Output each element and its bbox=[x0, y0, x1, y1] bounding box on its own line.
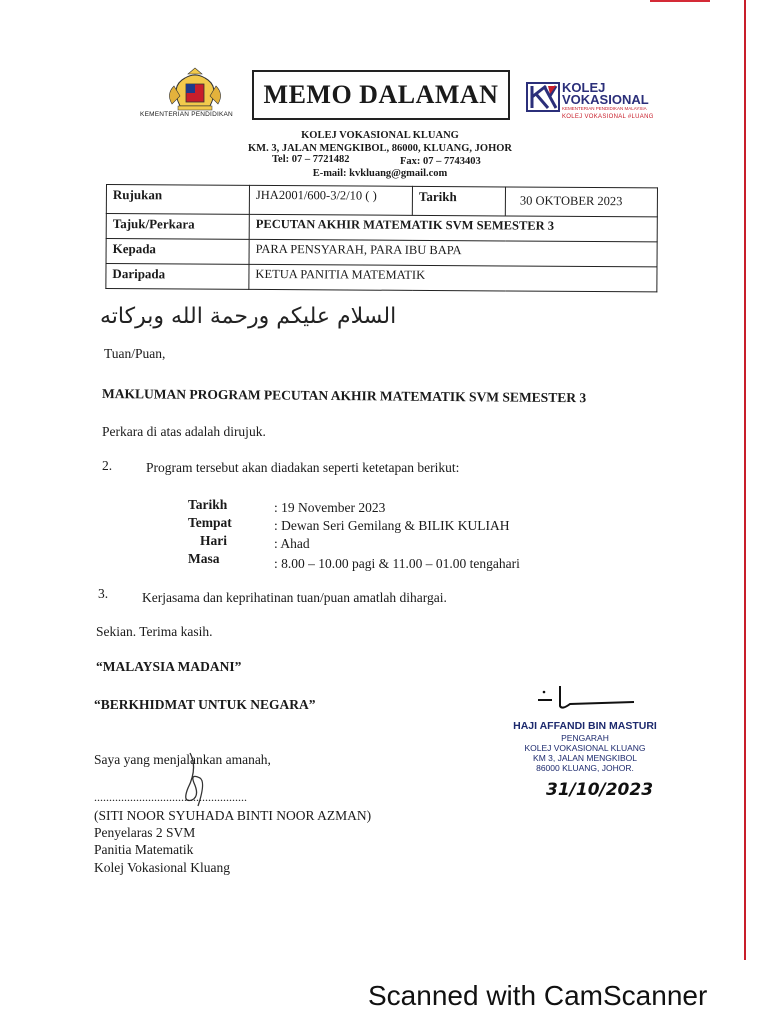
detail-value-masa: : 8.00 – 10.00 pagi & 11.00 – 01.00 tengahari bbox=[274, 556, 520, 571]
daripada-value: KETUA PANITIA MATEMATIK bbox=[249, 264, 657, 291]
detail-value-tarikh: : 19 November 2023 bbox=[274, 500, 386, 515]
closing: Sekian. Terima kasih. bbox=[96, 624, 213, 639]
daripada-label: Daripada bbox=[106, 264, 249, 290]
signature-dots: ................................................... bbox=[94, 790, 247, 804]
college-name: KOLEJ VOKASIONAL KLUANG bbox=[301, 130, 459, 141]
table-row bbox=[106, 239, 657, 267]
motto-berkhidmat: “BERKHIDMAT UNTUK NEGARA” bbox=[94, 697, 316, 712]
table-row bbox=[106, 185, 657, 217]
college-tel: Tel: 07 – 7721482 bbox=[272, 154, 350, 165]
tarikh-value: 30 OKTOBER 2023 bbox=[505, 187, 657, 217]
kepada-value: PARA PENSYARAH, PARA IBU BAPA bbox=[249, 239, 657, 266]
paragraph-2: Program tersebut akan diadakan seperti ketetapan berikut: bbox=[146, 460, 460, 475]
table-row bbox=[106, 214, 657, 242]
kv-name-line2: VOKASIONAL bbox=[562, 92, 649, 107]
kv-hashtag: KOLEJ VOKASIONAL #LUANG bbox=[562, 114, 654, 120]
paragraph-2-number: 2. bbox=[102, 458, 113, 473]
detail-label-masa: Masa bbox=[188, 551, 220, 566]
tajuk-label: Tajuk/Perkara bbox=[106, 214, 249, 240]
table-row bbox=[106, 264, 657, 292]
kolej-vokasional-logo-icon bbox=[526, 82, 560, 112]
detail-label-tarikh: Tarikh bbox=[188, 497, 228, 512]
sign-intro: Saya yang menjalankan amanah, bbox=[94, 752, 271, 767]
paragraph-1: Perkara di atas adalah dirujuk. bbox=[102, 424, 266, 439]
detail-value-tempat: : Dewan Seri Gemilang & BILIK KULIAH bbox=[274, 518, 510, 533]
tajuk-value: PECUTAN AKHIR MATEMATIK SVM SEMESTER 3 bbox=[249, 214, 657, 241]
scanner-watermark: Scanned with CamScanner bbox=[368, 980, 708, 1011]
memo-title: MEMO DALAMAN bbox=[252, 70, 510, 120]
director-org: KOLEJ VOKASIONAL KLUANG bbox=[524, 743, 646, 753]
rujukan-value: JHA2001/600-3/2/10 ( ) bbox=[249, 185, 412, 215]
paragraph-3: Kerjasama dan keprihatinan tuan/puan amatlah dihargai. bbox=[142, 590, 447, 605]
kv-tagline: KEMENTERIAN PENDIDIKAN MALAYSIA bbox=[562, 106, 647, 111]
director-addr-1: KM 3, JALAN MENGKIBOL bbox=[533, 753, 637, 763]
signer-name: (SITI NOOR SYUHADA BINTI NOOR AZMAN) bbox=[94, 808, 372, 823]
signer-organisation: Kolej Vokasional Kluang bbox=[94, 860, 230, 875]
scan-edge-right bbox=[744, 0, 746, 960]
director-name: HAJI AFFANDI BIN MASTURI bbox=[513, 720, 657, 732]
arabic-greeting: السلام عليكم ورحمة الله وبركاته bbox=[100, 304, 397, 329]
detail-label-tempat: Tempat bbox=[188, 515, 232, 530]
salutation: Tuan/Puan, bbox=[104, 346, 166, 361]
signer-role-2: Panitia Matematik bbox=[94, 842, 194, 857]
tarikh-label: Tarikh bbox=[412, 186, 505, 216]
scan-edge-top bbox=[650, 0, 710, 2]
handwritten-date: 31/10/2023 bbox=[546, 780, 654, 800]
signer-role-1: Penyelaras 2 SVM bbox=[94, 825, 196, 840]
motto-malaysia-madani: “MALAYSIA MADANI” bbox=[96, 659, 242, 674]
crest-caption: KEMENTERIAN PENDIDIKAN bbox=[140, 111, 233, 118]
director-signature-icon bbox=[530, 682, 640, 712]
director-title: PENGARAH bbox=[561, 733, 609, 743]
college-street: KM. 3, JALAN MENGKIBOL, 86000, KLUANG, JOHOR bbox=[248, 143, 512, 154]
college-fax: Fax: 07 – 7743403 bbox=[400, 156, 481, 167]
kepada-label: Kepada bbox=[106, 239, 249, 265]
detail-value-hari: : Ahad bbox=[274, 536, 310, 551]
reference-table bbox=[105, 184, 658, 292]
kv-name-line1: KOLEJ bbox=[562, 80, 606, 95]
memo-heading: MAKLUMAN PROGRAM PECUTAN AKHIR MATEMATIK SVM SEMESTER 3 bbox=[101, 386, 587, 406]
rujukan-label: Rujukan bbox=[106, 185, 249, 215]
director-addr-2: 86000 KLUANG, JOHOR. bbox=[536, 763, 634, 773]
paragraph-3-number: 3. bbox=[98, 586, 109, 601]
college-email: E-mail: kvkluang@gmail.com bbox=[312, 168, 448, 179]
detail-label-hari: Hari bbox=[200, 533, 227, 548]
